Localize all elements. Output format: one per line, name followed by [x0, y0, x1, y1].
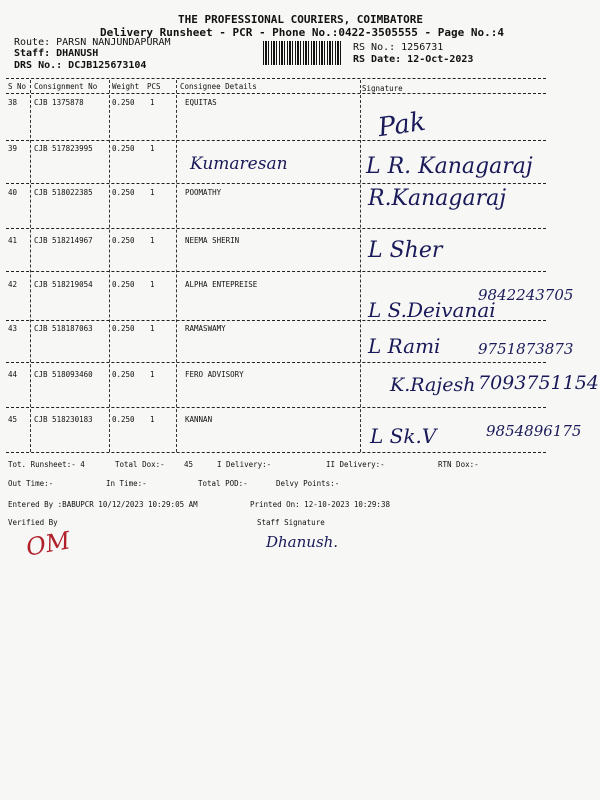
verified-by-label: Verified By: [8, 518, 58, 527]
row-pcs: 1: [150, 415, 155, 424]
row-sno: 45: [8, 415, 18, 424]
row-consignee: RAMASWAMY: [185, 324, 226, 333]
row-weight: 0.250: [112, 236, 135, 245]
row-weight: 0.250: [112, 144, 135, 153]
route-label: Route: PARSN NANJUNDAPURAM: [14, 37, 171, 48]
drs-number: DRS No.: DCJB125673104: [14, 60, 147, 71]
row-sno: 40: [8, 188, 18, 197]
row-pcs: 1: [150, 280, 155, 289]
row-pcs: 1: [150, 370, 155, 379]
handwritten-note: Kumaresan: [190, 154, 288, 174]
signature: L Sk.V: [370, 424, 437, 448]
total-dox-label: Total Dox:-: [115, 460, 165, 469]
handwritten-phone: 9842243705: [478, 286, 574, 304]
handwritten-phone: 9854896175: [486, 422, 582, 440]
signature: Pak: [376, 106, 428, 144]
row-sno: 39: [8, 144, 18, 153]
barcode: [263, 41, 343, 65]
row-sno: 41: [8, 236, 18, 245]
row-consignment: CJB 517823995: [34, 144, 93, 153]
row-weight: 0.250: [112, 98, 135, 107]
row-weight: 0.250: [112, 415, 135, 424]
row-pcs: 1: [150, 144, 155, 153]
col-consignment: Consignment No: [34, 82, 98, 91]
tot-runsheet: Tot. Runsheet:- 4: [8, 460, 85, 469]
printed-on: Printed On: 12-10-2023 10:29:38: [250, 500, 390, 509]
row-consignment: CJB 518187063: [34, 324, 93, 333]
col-pcs: PCS: [147, 82, 161, 91]
row-weight: 0.250: [112, 324, 135, 333]
col-consignee: Consignee Details: [180, 82, 257, 91]
row-consignment: CJB 518022385: [34, 188, 93, 197]
verified-signature: OM: [23, 526, 73, 562]
row-pcs: 1: [150, 324, 155, 333]
company-title: THE PROFESSIONAL COURIERS, COIMBATORE: [178, 13, 424, 26]
row-consignment: CJB 518230183: [34, 415, 93, 424]
in-time: In Time:-: [106, 479, 147, 488]
row-sno: 43: [8, 324, 18, 333]
row-sno: 42: [8, 280, 18, 289]
row-consignee: EQUITAS: [185, 98, 217, 107]
handwritten-phone: 7093751154: [478, 372, 599, 394]
rs-number: RS No.: 1256731: [353, 42, 444, 53]
signature: R.Kanagaraj: [368, 186, 507, 211]
row-pcs: 1: [150, 188, 155, 197]
row-sno: 44: [8, 370, 18, 379]
row-pcs: 1: [150, 98, 155, 107]
row-consignment: CJB 518093460: [34, 370, 93, 379]
total-dox-value: 45: [184, 460, 194, 469]
row-weight: 0.250: [112, 188, 135, 197]
row-consignment: CJB 518219054: [34, 280, 93, 289]
ii-delivery: II Delivery:-: [326, 460, 385, 469]
col-sno: S No: [8, 82, 27, 91]
rtn-dox: RTN Dox:-: [438, 460, 479, 469]
row-weight: 0.250: [112, 370, 135, 379]
row-consignee: POOMATHY: [185, 188, 222, 197]
row-sno: 38: [8, 98, 18, 107]
entered-by: Entered By :BABUPCR 10/12/2023 10:29:05 AM: [8, 500, 198, 509]
row-consignee: NEEMA SHERIN: [185, 236, 240, 245]
out-time: Out Time:-: [8, 479, 54, 488]
signature: L Sher: [368, 238, 443, 263]
staff-signature: Dhanush.: [266, 533, 339, 551]
staff-label: Staff: DHANUSH: [14, 48, 99, 59]
col-signature: Signature: [362, 84, 403, 93]
row-consignment: CJB 1375878: [34, 98, 84, 107]
rs-date: RS Date: 12-Oct-2023: [353, 54, 474, 65]
signature: L S.Deivanai: [368, 298, 496, 322]
signature: K.Rajesh: [390, 374, 476, 396]
staff-signature-label: Staff Signature: [257, 518, 325, 527]
row-weight: 0.250: [112, 280, 135, 289]
row-consignee: FERO ADVISORY: [185, 370, 244, 379]
delvy-points: Delvy Points:-: [276, 479, 340, 488]
signature: L Rami: [368, 334, 441, 358]
row-pcs: 1: [150, 236, 155, 245]
total-pod: Total POD:-: [198, 479, 248, 488]
row-consignment: CJB 518214967: [34, 236, 93, 245]
signature: L R. Kanagaraj: [366, 154, 533, 179]
runsheet-heading: Delivery Runsheet - PCR - Phone No.:0422-3505555 - Page No.:4: [100, 26, 504, 39]
row-consignee: KANNAN: [185, 415, 213, 424]
col-weight: Weight: [112, 82, 140, 91]
row-consignee: ALPHA ENTEPREISE: [185, 280, 258, 289]
i-delivery: I Delivery:-: [217, 460, 272, 469]
handwritten-phone: 9751873873: [478, 340, 574, 358]
